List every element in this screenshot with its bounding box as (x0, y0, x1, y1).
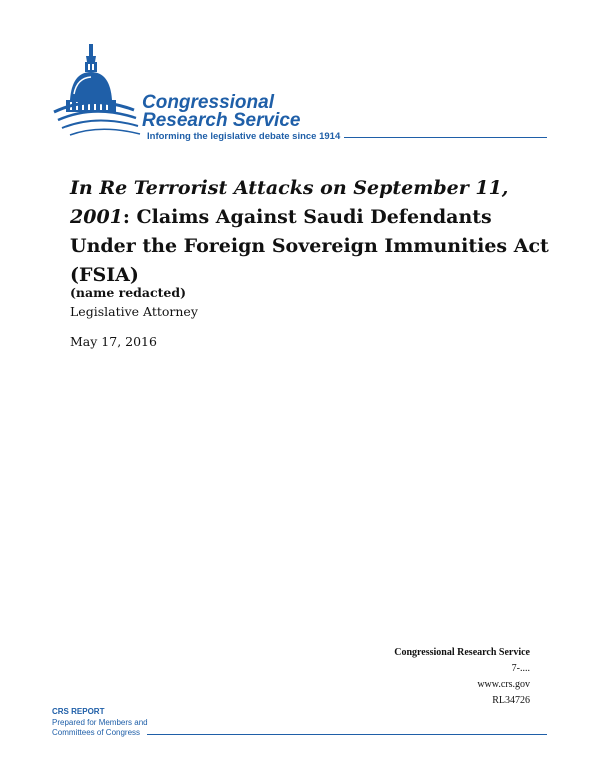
logo-name-line2: Research Service (142, 110, 301, 131)
author-role: Legislative Attorney (70, 304, 198, 319)
crs-logo (52, 42, 552, 152)
report-number: RL34726 (492, 695, 530, 706)
logo-wordmark (142, 94, 300, 130)
author-name: (name redacted) (70, 285, 187, 300)
logo-tagline: Informing the legislative debate since 1914 (147, 131, 341, 142)
footer-divider (147, 734, 547, 735)
report-date: May 17, 2016 (70, 334, 157, 349)
report-title-case-name: In Re Terrorist Attacks on September 11, 2001 (70, 177, 509, 228)
logo-name-line1: Congressional (142, 92, 274, 113)
org-website: www.crs.gov (477, 679, 530, 690)
footer-label: CRS REPORT (52, 707, 105, 716)
report-title (70, 174, 550, 290)
footer-line-2: Prepared for Members and (52, 718, 148, 727)
logo-divider (344, 137, 547, 138)
footer-line-3: Committees of Congress (52, 728, 141, 737)
org-name: Congressional Research Service (394, 647, 530, 658)
crs-report-footer (52, 707, 552, 741)
org-phone: 7-.... (511, 663, 530, 674)
capitol-dome-icon (52, 42, 142, 142)
report-title-subject: : Claims Against Saudi Defendants Under the Foreign Sovereign Immunities Act (FSIA) (70, 206, 549, 286)
org-contact-block (394, 645, 530, 709)
